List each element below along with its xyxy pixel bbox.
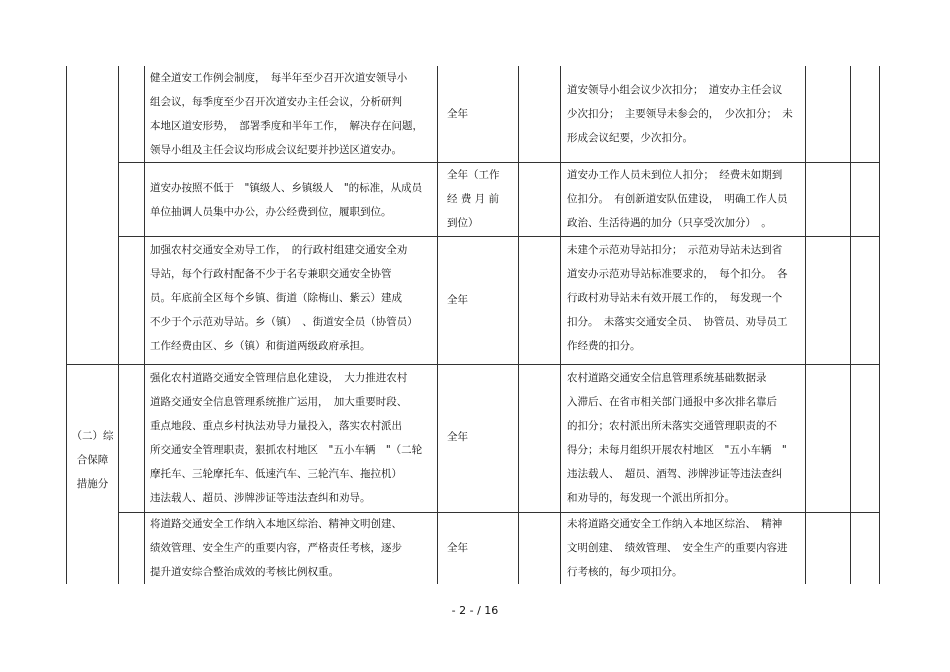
grid-line [118, 66, 119, 584]
text-line: 强化农村道路交通安全管理信息化建设， 大力推进农村 [150, 372, 408, 384]
text-line: 加强农村交通安全劝导工作， 的行政村组建交通安全劝 [150, 244, 408, 256]
text-line: 合保障 [76, 454, 109, 466]
grid-line [879, 66, 880, 584]
text-line: 摩托车、三轮摩托车、低速汽车、三轮汽车、拖拉机） [150, 468, 402, 480]
text-line: 未将道路交通安全工作纳入本地区综治、 精神 [567, 518, 783, 530]
text-line: 全年 [447, 431, 468, 443]
text-line: 全年 [447, 294, 468, 306]
table-row-3-time [447, 288, 517, 312]
text-line: 入滞后、在省市相关部门通报中多次排名靠后 [567, 396, 777, 408]
grid-line [144, 66, 145, 584]
table-row-2-time [447, 163, 517, 235]
text-line: 位扣分。 有创新道安队伍建设， 明确工作人员 [567, 193, 788, 205]
text-line: 重点地段、重点乡村执法劝导力量投入，落实农村派出 [150, 420, 402, 432]
text-line: 工作经费由区、乡（镇）和街道两级政府承担。 [150, 340, 371, 352]
text-line: 的扣分；农村派出所未落实交通管理职责的不 [567, 420, 777, 432]
text-line: 经 费 月 前 [447, 193, 500, 205]
text-line: 道安办示范劝导站标准要求的， 每个扣分。 各 [567, 268, 788, 280]
table-row-1-criteria [567, 78, 803, 150]
text-line: 少次扣分； 主要领导未参会的， 少次扣分； 未 [567, 108, 793, 120]
text-line: 全年 [447, 542, 468, 554]
text-line: 作经费的扣分。 [567, 340, 641, 352]
text-line: 得分；未每月组织开展农村地区 "五小车辆 " [567, 444, 787, 456]
text-line: 到位） [447, 217, 479, 229]
text-line: 违法载人、超员、涉牌涉证等违法查纠和劝导。 [150, 492, 371, 504]
text-line: 单位抽调人员集中办公，办公经费到位，履职到位。 [150, 206, 392, 218]
page-number: - 2 - / 16 [451, 604, 499, 617]
grid-line [66, 364, 879, 365]
text-line: 组会议，每季度至少召开次道安办主任会议，分析研判 [150, 96, 402, 108]
grid-line [437, 66, 438, 584]
text-line: 道安办工作人员未到位人扣分； 经费未如期到 [567, 169, 783, 181]
text-line: 措施分 [76, 478, 109, 490]
grid-line [118, 236, 879, 237]
grid-line [560, 66, 561, 584]
table-row-4-criteria [567, 366, 803, 510]
section-label [67, 424, 118, 496]
text-line: 道安领导小组会议少次扣分； 道安办主任会议 [567, 84, 783, 96]
table-row-1-time [447, 102, 517, 126]
text-line: 扣分。 未落实交通安全员、 协管员、劝导员工 [567, 316, 788, 328]
table-row-3-content [150, 238, 435, 358]
grid-line [805, 66, 806, 584]
table-row-3-criteria [567, 238, 803, 358]
text-line: 健全道安工作例会制度， 每半年至少召开次道安领导小 [150, 72, 408, 84]
table-row-4-content [150, 366, 435, 510]
text-line: 本地区道安形势， 部署季度和半年工作， 解决存在问题， [150, 120, 423, 132]
table-row-2-criteria [567, 163, 803, 235]
text-line: 所交通安全管理职责，狠抓农村地区 "五小车辆 "（二轮 [150, 444, 423, 456]
text-line: 导站，每个行政村配备不少于名专兼职交通安全协管 [150, 268, 392, 280]
text-line: 未建个示范劝导站扣分； 示范劝导站未达到省 [567, 244, 783, 256]
text-line: 行考核的，每少项扣分。 [567, 566, 683, 578]
text-line: 将道路交通安全工作纳入本地区综治、精神文明创建、 [150, 518, 402, 530]
text-line: 全年 [447, 108, 468, 120]
table-row-2-content [150, 176, 435, 224]
grid-line [850, 66, 851, 584]
table-row-4-time [447, 425, 517, 449]
table-row-5-criteria [567, 512, 803, 584]
text-line: 全年（工作 [447, 169, 500, 181]
text-line: 道安办按照不低于 "镇级人、乡镇级人 "的标准，从成员 [150, 182, 423, 194]
text-line: 文明创建、 绩效管理、 安全生产的重要内容进 [567, 542, 788, 554]
text-line: 违法载人、 超员、酒驾、涉牌涉证等违法查纠 [567, 468, 783, 480]
text-line: 行政村劝导站未有效开展工作的， 每发现一个 [567, 292, 783, 304]
text-line: 和劝导的，每发现一个派出所扣分。 [567, 492, 735, 504]
text-line: 绩效管理、安全生产的重要内容，严格责任考核，逐步 [150, 542, 402, 554]
text-line: （二）综 [71, 430, 114, 442]
text-line: 农村道路交通安全信息管理系统基础数据录 [567, 372, 767, 384]
table-row-5-content [150, 512, 435, 584]
table-row-5-time [447, 536, 517, 560]
text-line: 员。年底前全区每个乡镇、街道（除梅山、紫云）建成 [150, 292, 402, 304]
text-line: 道路交通安全信息管理系统推广运用， 加大重要时段、 [150, 396, 408, 408]
grid-line [66, 66, 67, 584]
text-line: 领导小组及主任会议均形成会议纪要并抄送区道安办。 [150, 144, 402, 156]
text-line: 提升道安综合整治成效的考核比例权重。 [150, 566, 339, 578]
grid-line [518, 66, 519, 584]
text-line: 政治、生活待遇的加分（只享受次加分） 。 [567, 217, 772, 229]
text-line: 不少于个示范劝导站。乡（镇） 、街道安全员（协管员） [150, 316, 418, 328]
table-row-1-content [150, 66, 435, 162]
text-line: 形成会议纪要，少次扣分。 [567, 132, 693, 144]
